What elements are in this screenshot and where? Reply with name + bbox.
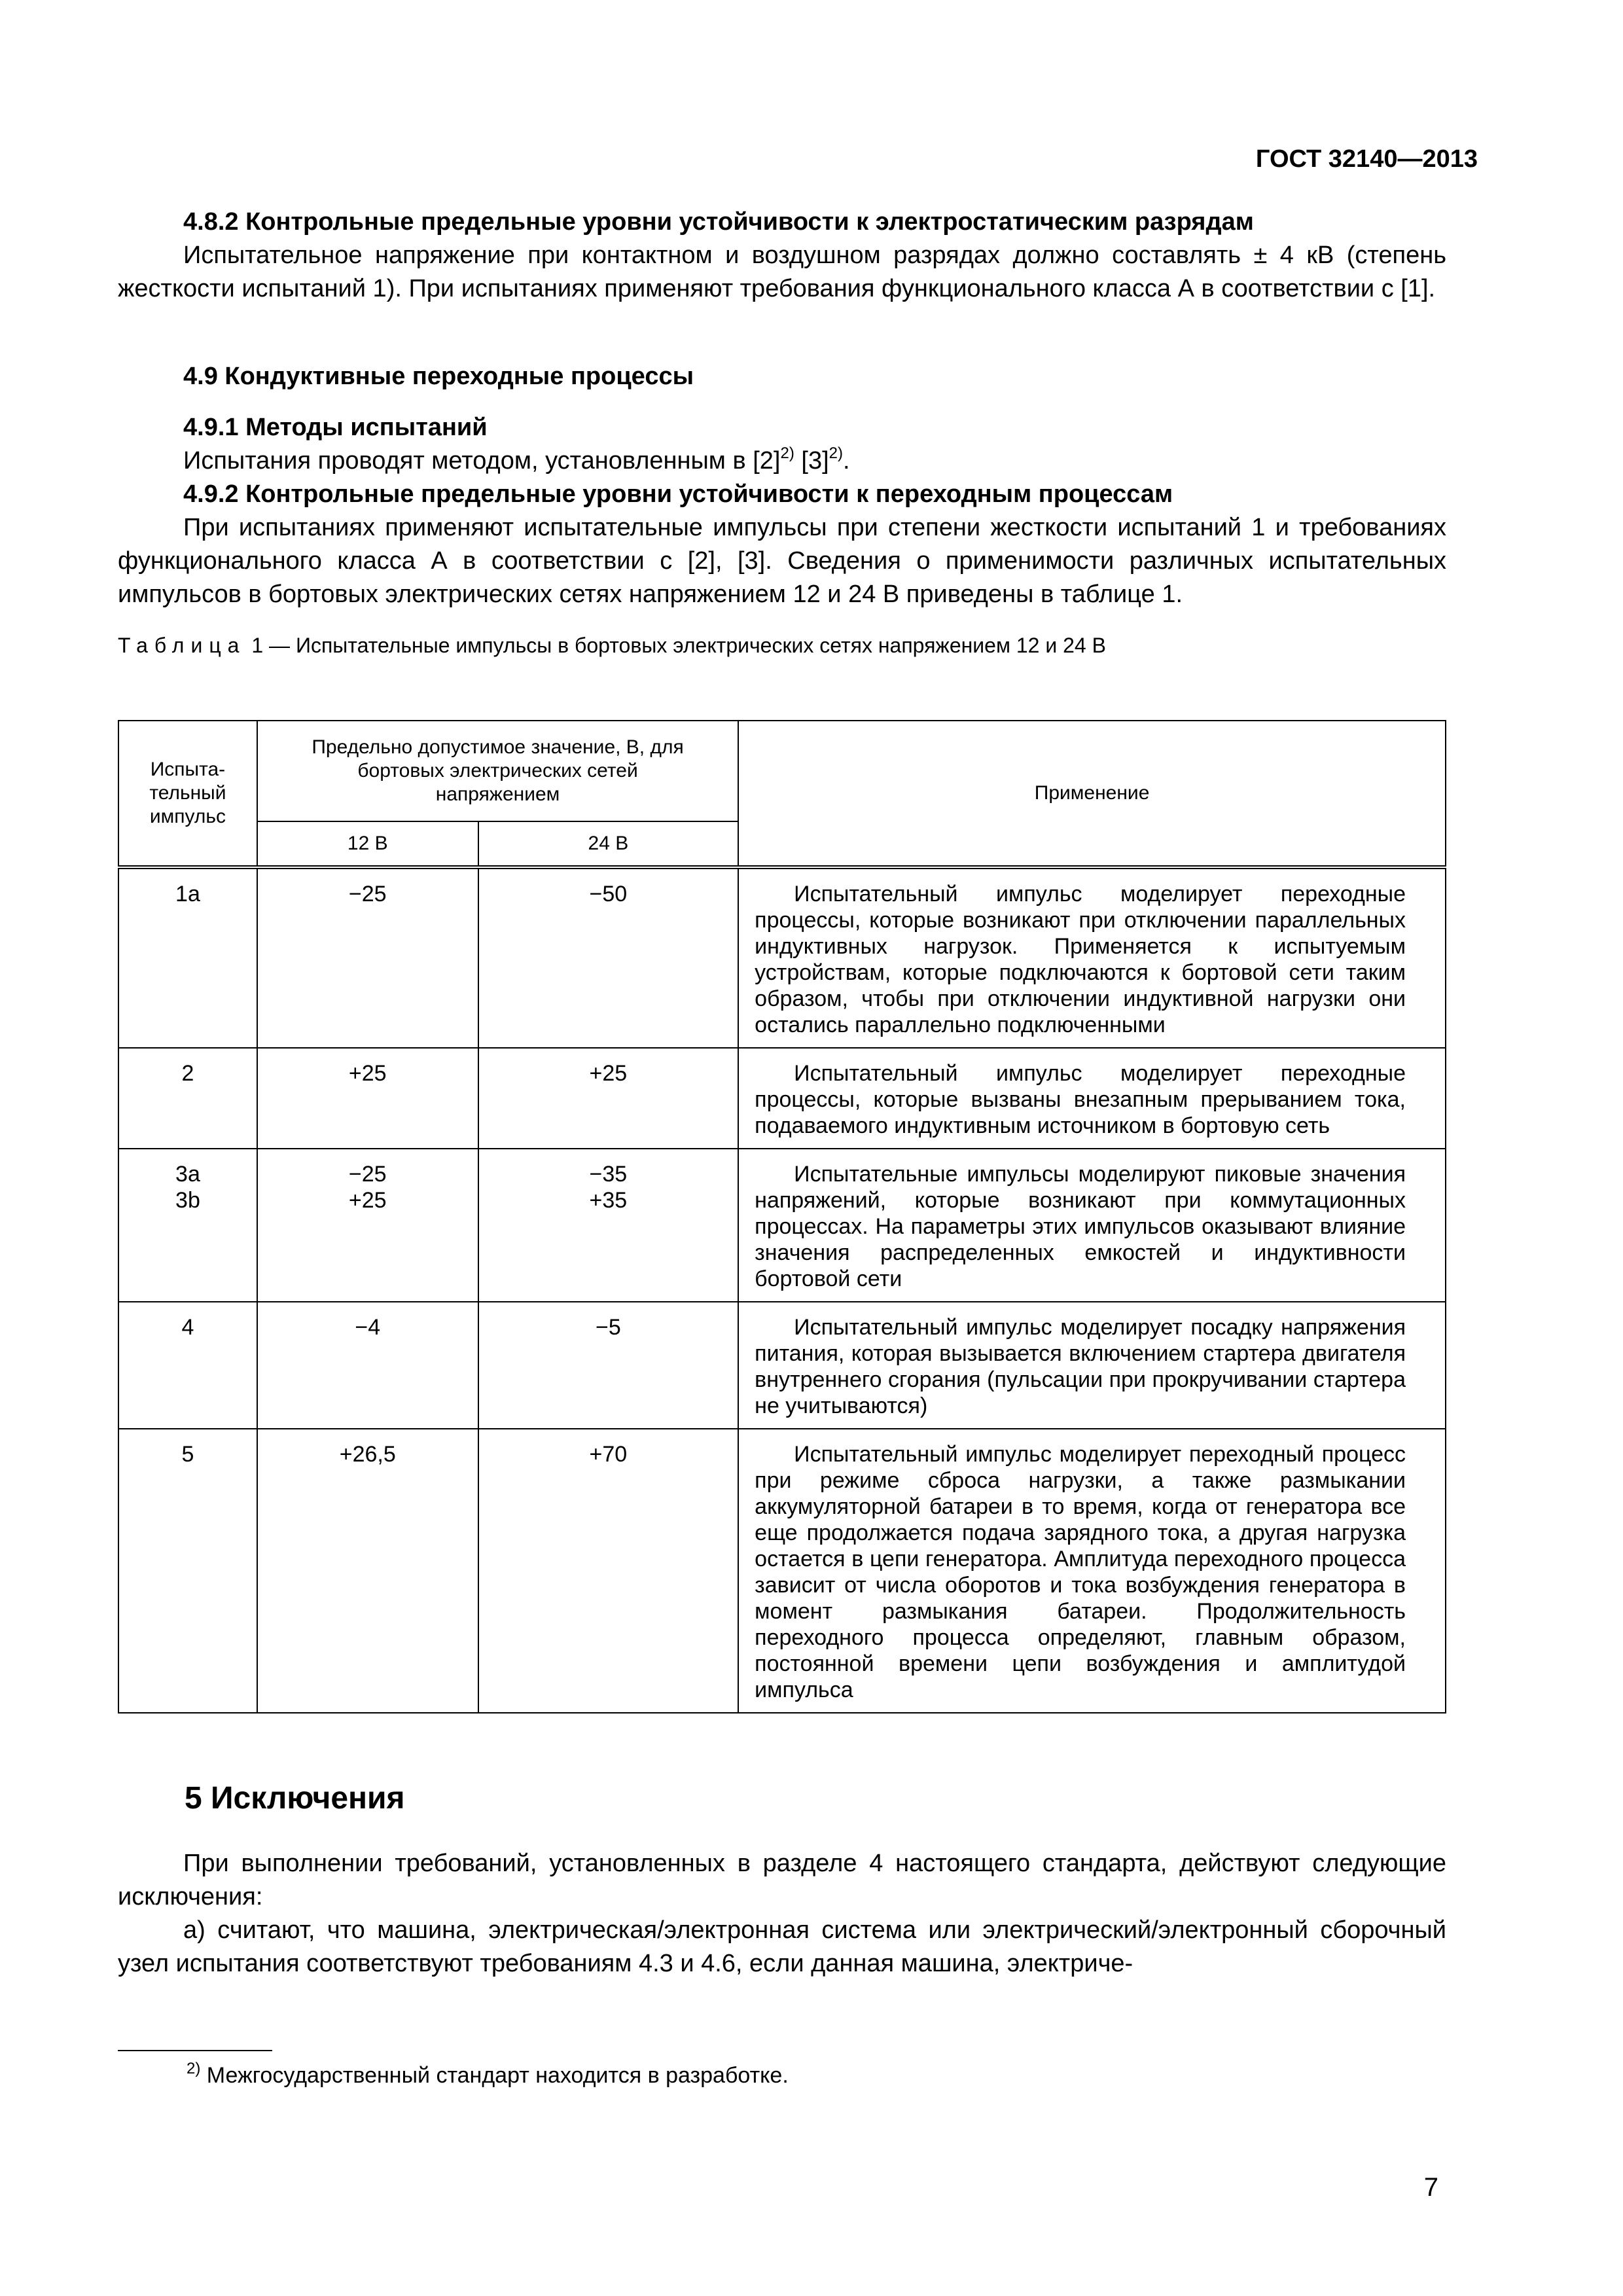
application-cell — [738, 867, 1446, 1048]
table-row — [118, 1429, 1446, 1713]
section-5-heading: 5 Исключения — [185, 1781, 405, 1816]
document-code-header: ГОСТ 32140—2013 — [1255, 145, 1478, 173]
application-text: Испытательный импульс моделирует переходные процессы, которые вызваны внезапным прерыванием тока, подаваемого индуктивным источником в бортовую сеть — [755, 1061, 1406, 1138]
application-cell — [738, 1302, 1446, 1429]
footnote — [187, 2059, 789, 2089]
application-text: Испытательный импульс моделирует переходные процессы, которые возникают при отключении параллельных индуктивных нагрузок. Применяется к испытуемым устройствам, которые подключаются к бортовой сети таким образом, чтобы при отключении индуктивной нагрузки они остались параллельно подключенными — [755, 882, 1406, 1037]
value-12v-cell — [257, 1149, 478, 1302]
page-number: 7 — [1423, 2173, 1438, 2202]
value-24v-cell: +70 — [478, 1429, 739, 1713]
value-12v-cell: −4 — [257, 1302, 478, 1429]
section-4-9-heading: 4.9 Кондуктивные переходные процессы — [183, 363, 694, 390]
header-impulse: Испыта-тельный импульс — [118, 721, 257, 867]
table-row — [118, 1149, 1446, 1302]
section-4-8-2-heading: 4.8.2 Контрольные предельные уровни устойчивости к электростатическим разрядам — [183, 208, 1254, 236]
footnote-mark: 2) — [187, 2059, 201, 2077]
value-24v-cell — [478, 1149, 739, 1302]
value-12v-cell: +26,5 — [257, 1429, 478, 1713]
impulse-cell: 2 — [118, 1048, 257, 1149]
footnote-text: Межгосударственный стандарт находится в разработке. — [200, 2063, 789, 2088]
value-12v-cell: +25 — [257, 1048, 478, 1149]
section-4-9 — [118, 360, 1446, 393]
section-4-9-2-heading: 4.9.2 Контрольные предельные уровни устойчивости к переходным процессам — [183, 480, 1173, 508]
footnote-separator — [118, 2050, 272, 2051]
section-4-8-2-text: Испытательное напряжение при контактном и воздушном разрядах должно составлять ± 4 кВ (степень жесткости испытаний 1). При испытаниях применяют требования функционального класса А в соответствии с [1]. — [118, 242, 1446, 302]
impulse-cell: 5 — [118, 1429, 257, 1713]
value-24v-cell: −5 — [478, 1302, 739, 1429]
table-caption — [118, 634, 1106, 658]
impulse-cell — [118, 1149, 257, 1302]
section-4-8-2 — [118, 206, 1446, 306]
table-row — [118, 1048, 1446, 1149]
section-4-9-2 — [118, 478, 1446, 611]
section-4-9-1-heading: 4.9.1 Методы испытаний — [183, 414, 488, 441]
value-24v-cell: +25 — [478, 1048, 739, 1149]
header-12v: 12 В — [257, 821, 478, 867]
table-row — [118, 867, 1446, 1048]
application-cell — [738, 1048, 1446, 1149]
impulse-cell: 1а — [118, 867, 257, 1048]
value-24v: +35 — [589, 1188, 628, 1213]
methods-ref-text: [3] — [794, 447, 829, 475]
section-5-para: При выполнении требований, установленных в разделе 4 настоящего стандарта, действуют следующие исключения: — [118, 1850, 1446, 1910]
application-cell — [738, 1429, 1446, 1713]
table-caption-text: 1 — Испытательные импульсы в бортовых электрических сетях напряжением 12 и 24 В — [245, 634, 1106, 657]
methods-text: Испытания проводят методом, установленным в [2] — [183, 447, 781, 475]
header-limit: Предельно допустимое значение, В, для бортовых электрических сетей напряжением — [257, 721, 738, 821]
section-4-9-1-text — [118, 444, 1446, 478]
impulse-table — [118, 720, 1446, 1713]
value-24v: −35 — [589, 1162, 628, 1187]
impulse-value: 3b — [175, 1188, 200, 1213]
value-12v: +25 — [348, 1188, 387, 1213]
section-4-9-1 — [118, 411, 1446, 478]
application-text: Испытательные импульсы моделируют пиковые значения напряжений, которые возникают при коммутационных процессах. На параметры этих импульсов оказывают влияние значения распределенных емкостей и индуктивности бортовой сети — [755, 1162, 1406, 1291]
section-5-item-a: а) считают, что машина, электрическая/электронная система или электрический/электронный сборочный узел испытания соответствуют требованиям 4.3 и 4.6, если данная машина, электриче- — [118, 1916, 1446, 1977]
application-cell — [738, 1149, 1446, 1302]
table-row — [118, 1302, 1446, 1429]
section-5-body — [118, 1847, 1446, 1981]
value-24v-cell: −50 — [478, 867, 739, 1048]
value-12v-cell: −25 — [257, 867, 478, 1048]
table-caption-label: Таблица — [118, 634, 246, 657]
value-12v: −25 — [348, 1162, 387, 1187]
header-24v: 24 В — [478, 821, 739, 867]
section-4-9-2-text: При испытаниях применяют испытательные импульсы при степени жесткости испытаний 1 и требованиях функционального класса А в соответствии с [2], [3]. Сведения о применимости различных испытательных импульсов в бортовых электрических сетях напряжением 12 и 24 В приведены в таблице 1. — [118, 514, 1446, 608]
impulse-value: 3а — [175, 1162, 200, 1187]
footnote-ref: 2) — [780, 444, 794, 463]
header-application: Применение — [738, 721, 1446, 867]
impulse-cell: 4 — [118, 1302, 257, 1429]
application-text: Испытательный импульс моделирует переходный процесс при режиме сброса нагрузки, а также размыкании аккумуляторной батареи в то время, когда от генератора все еще продолжается подача зарядного тока, а другая нагрузка остается в цепи генератора. Амплитуда переходного процесса зависит от числа оборотов и тока возбуждения генератора в момент размыкания батареи. Продолжительность переходного процесса определяют, главным образом, постоянной времени цепи возбуждения и амплитудой импульса — [755, 1442, 1406, 1702]
methods-end: . — [842, 447, 850, 475]
footnote-ref: 2) — [829, 444, 843, 463]
application-text: Испытательный импульс моделирует посадку напряжения питания, которая вызывается включением стартера двигателя внутреннего сгорания (пульсации при прокручивании стартера не учитываются) — [755, 1315, 1406, 1418]
